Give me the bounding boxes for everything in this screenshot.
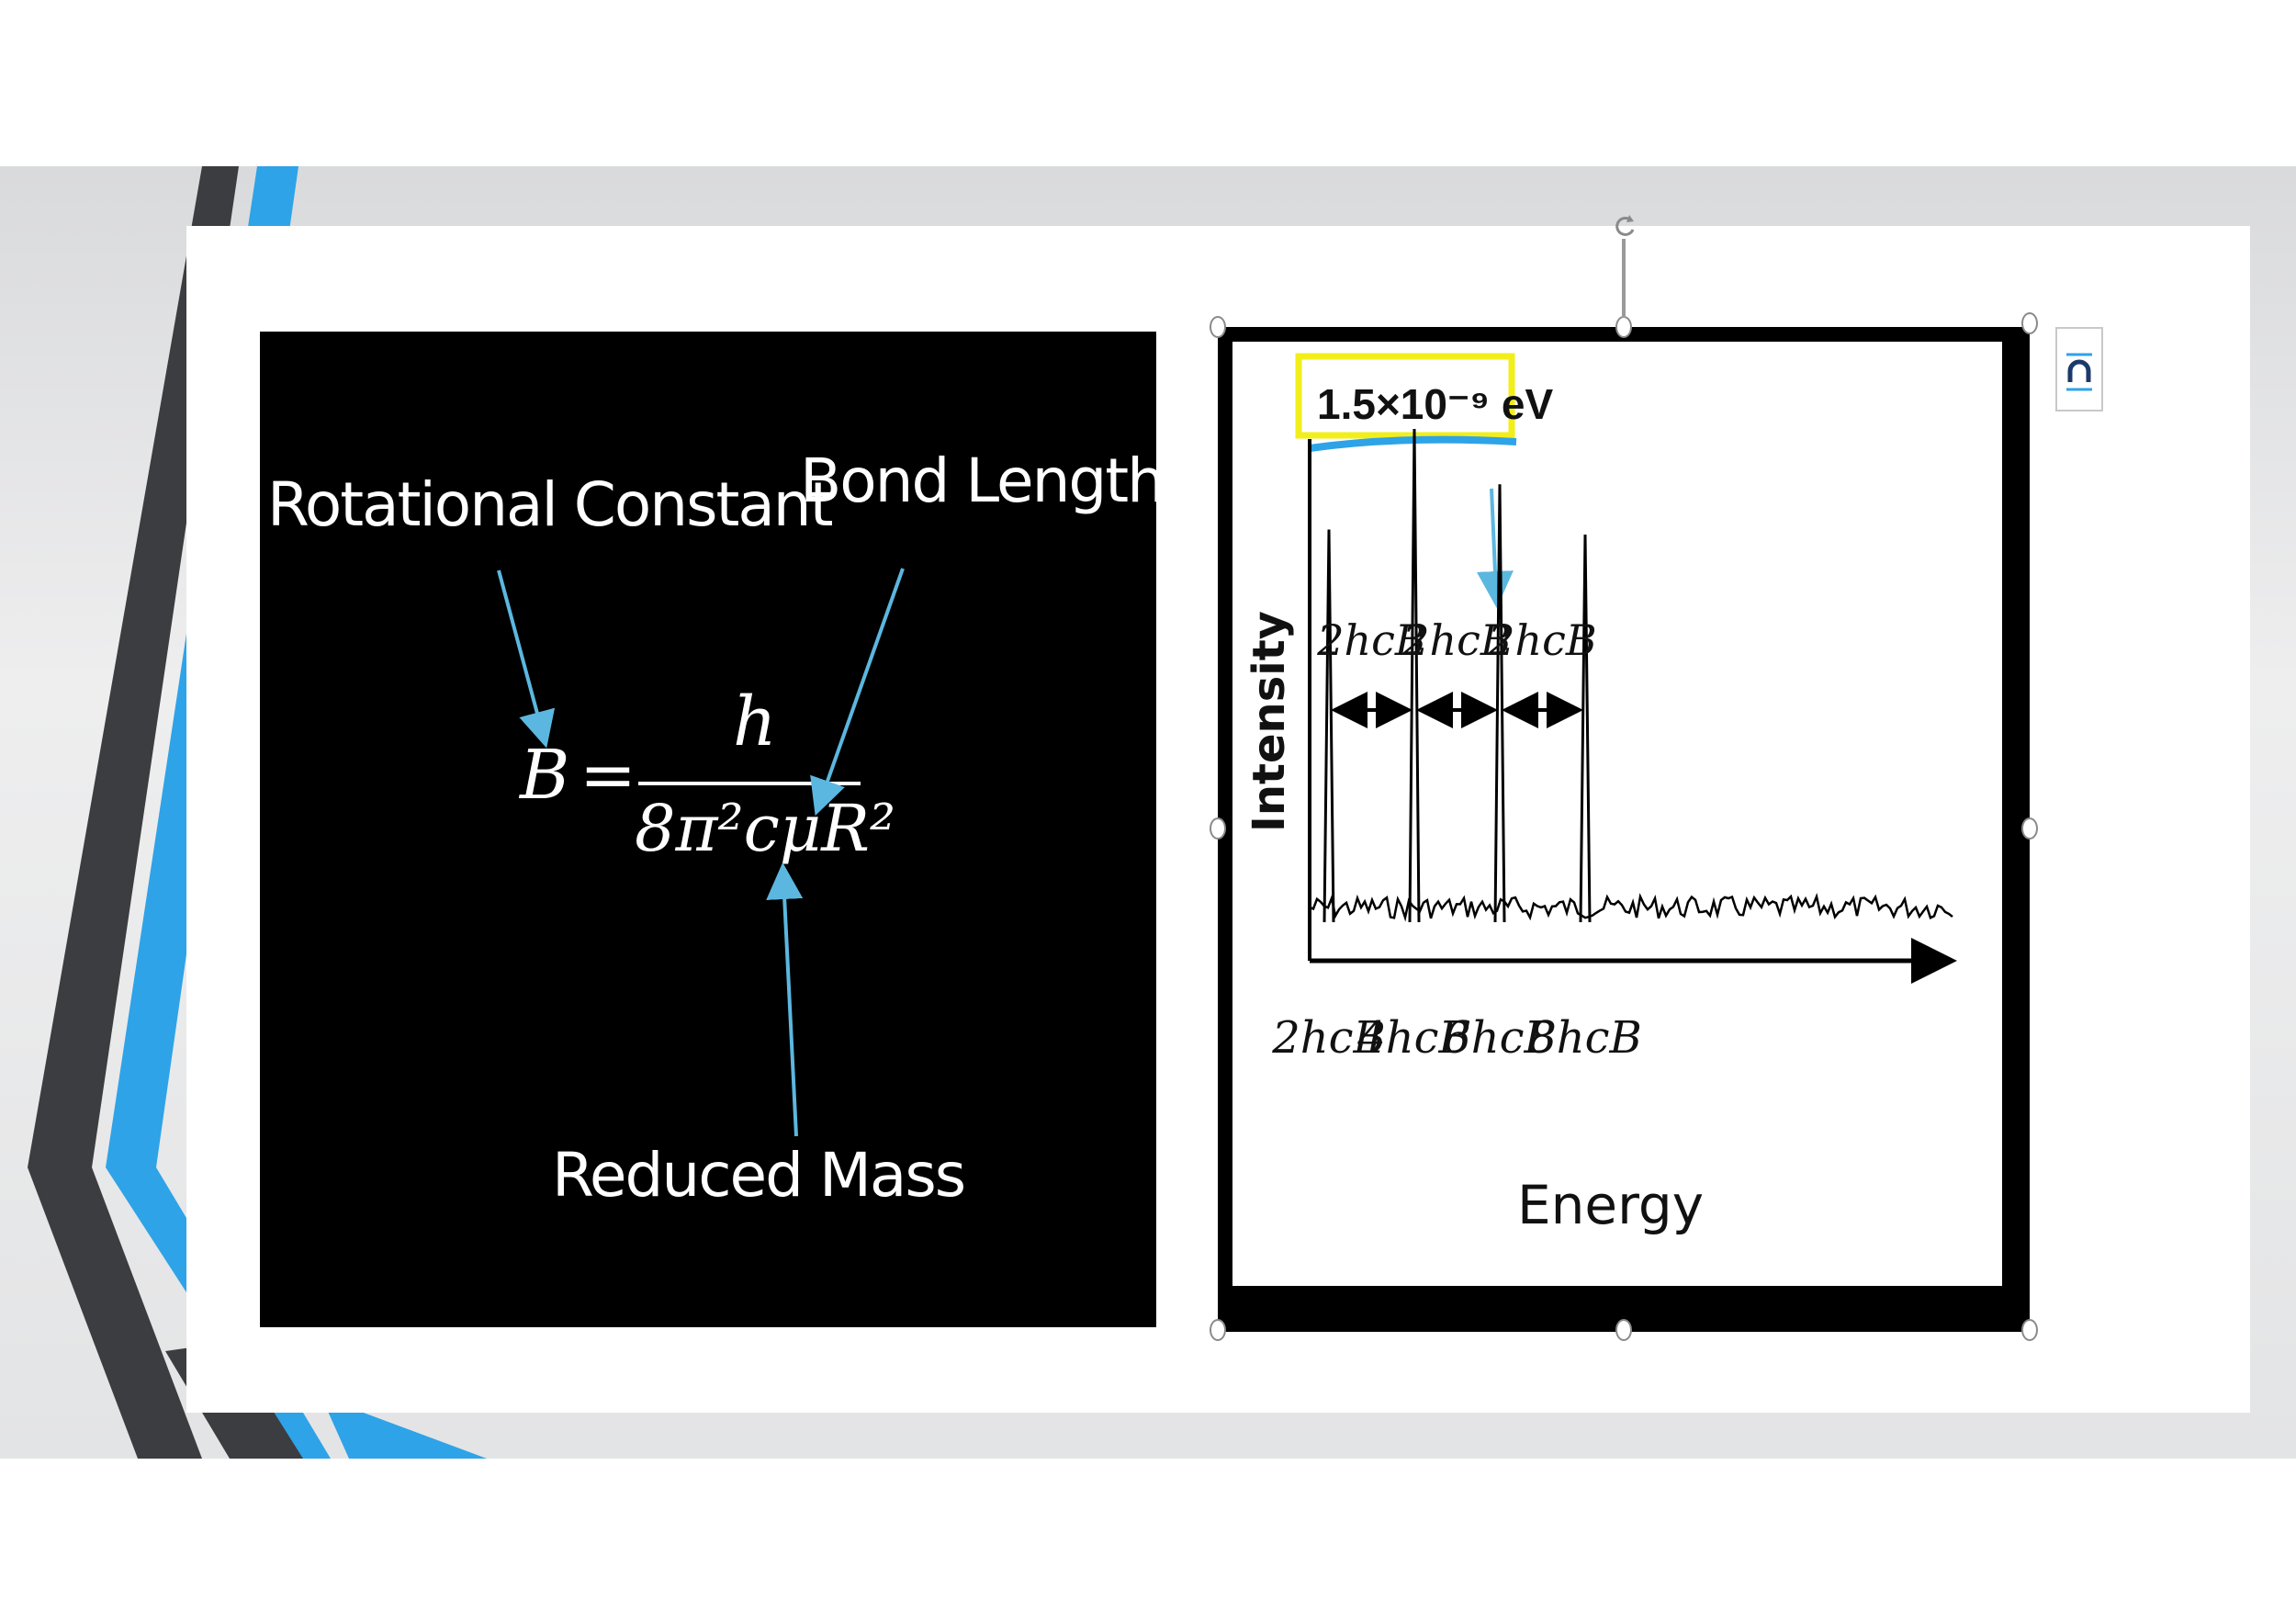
bond-length-label: Bond Length! (800, 445, 1187, 516)
spacing-label-3: 2hcB (1488, 615, 1597, 665)
annotation-arrow (1491, 489, 1496, 593)
resize-handle-top-left[interactable] (1210, 316, 1226, 338)
rotational-constant-label: Rotational Constant (267, 469, 832, 540)
reduced-mass-label: Reduced Mass (552, 1140, 965, 1211)
spectrum-chart (1218, 327, 2030, 1332)
equation-equals: = (580, 736, 637, 815)
peak-label-1: 2hcB (1272, 1012, 1386, 1064)
resize-handle-bottom-right[interactable] (2021, 1319, 2038, 1341)
resize-handle-middle-left[interactable] (1210, 817, 1226, 840)
peak-3 (1495, 484, 1504, 922)
rotate-handle-icon[interactable] (1611, 213, 1638, 241)
resize-handle-bottom-middle[interactable] (1615, 1319, 1632, 1341)
spacing-label-1: 2hcB (1317, 615, 1426, 665)
x-axis-label: Energy (1517, 1174, 1705, 1236)
tick-labels-group (1271, 1012, 1642, 1064)
resize-handle-middle-right[interactable] (2021, 817, 2038, 840)
peak-1 (1324, 530, 1334, 922)
rotate-handle-stem (1622, 239, 1626, 318)
peak-4 (1581, 535, 1590, 922)
bond-length-arrow (820, 569, 903, 802)
peak-label-4: 8hcB (1528, 1012, 1642, 1064)
baseline-noise (1310, 896, 1953, 919)
layout-options-button[interactable] (2055, 327, 2103, 411)
annotation-text: 1.5×10⁻⁹ eV (1317, 380, 1554, 428)
resize-handle-top-right[interactable] (2021, 312, 2038, 334)
peak-label-2: 4hcB (1357, 1012, 1471, 1064)
spacing-label-2: 2hcB (1402, 615, 1512, 665)
resize-handle-bottom-left[interactable] (1210, 1319, 1226, 1341)
reduced-mass-arrow (783, 877, 796, 1136)
resize-handle-top-middle[interactable] (1615, 316, 1632, 338)
y-axis-label: Intensity (1244, 611, 1295, 832)
peaks-group (1324, 429, 1590, 922)
peak-label-3: 6hcB (1443, 1012, 1557, 1064)
formula-image[interactable] (260, 332, 1187, 1327)
layout-options-icon (2057, 329, 2101, 410)
equation-numerator: h (733, 682, 777, 761)
peak-2 (1410, 429, 1419, 922)
equation-lhs: B (520, 736, 570, 815)
spacing-group (1316, 615, 1596, 710)
formula-arrows (260, 332, 1156, 1327)
rotational-constant-arrow (499, 570, 543, 734)
equation-denominator: 8π²cμR² (635, 791, 896, 866)
